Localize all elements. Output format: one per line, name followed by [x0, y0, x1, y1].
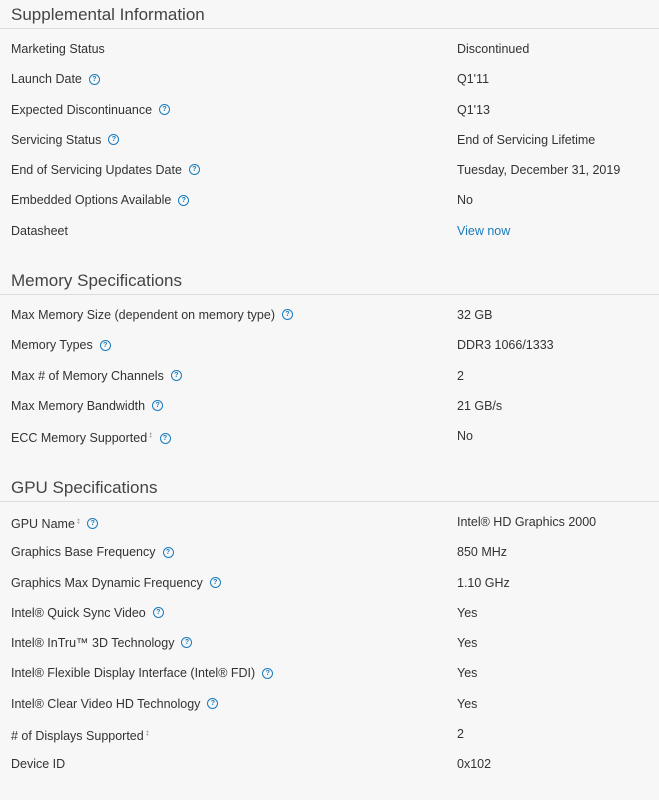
spec-label: Embedded Options Available ? — [11, 185, 189, 215]
section-title: GPU Specifications — [0, 473, 659, 502]
spec-label: Graphics Max Dynamic Frequency ? — [11, 568, 221, 598]
spec-value: Yes — [457, 605, 478, 620]
spec-row — [0, 568, 659, 598]
spec-value: 1.10 GHz — [457, 575, 510, 590]
spec-label: Expected Discontinuance ? — [11, 95, 170, 125]
spec-label: Max # of Memory Channels ? — [11, 361, 182, 391]
spec-row — [0, 361, 659, 391]
help-icon[interactable]: ? — [282, 309, 293, 320]
spec-label: # of Displays Supported ‡ — [11, 729, 150, 744]
help-icon[interactable]: ? — [100, 340, 111, 351]
spec-value: DDR3 1066/1333 — [457, 338, 554, 353]
spec-row — [0, 391, 659, 421]
spec-label: Max Memory Bandwidth ? — [11, 391, 163, 421]
footnote-marker: ‡ — [145, 731, 150, 738]
spec-label: Graphics Base Frequency ? — [11, 537, 174, 567]
spec-value: End of Servicing Lifetime — [457, 132, 596, 147]
spec-row — [0, 628, 659, 658]
spec-row — [0, 155, 659, 185]
spec-label: Intel® Quick Sync Video ? — [11, 598, 164, 628]
spec-row — [0, 125, 659, 155]
spec-row — [0, 507, 659, 537]
spec-value: No — [457, 429, 473, 444]
spec-row — [0, 749, 659, 779]
spec-value: Tuesday, December 31, 2019 — [457, 163, 621, 178]
help-icon[interactable]: ? — [163, 547, 174, 558]
spec-row — [0, 64, 659, 94]
memory-section — [0, 266, 659, 451]
spec-label: Intel® Flexible Display Interface (Intel® FDI) ? — [11, 658, 273, 688]
section-title: Memory Specifications — [0, 266, 659, 295]
help-icon[interactable]: ? — [153, 607, 164, 618]
help-icon[interactable]: ? — [207, 698, 218, 709]
spec-label: Device ID — [11, 757, 66, 772]
spec-value: 32 GB — [457, 308, 493, 322]
help-icon[interactable]: ? — [171, 370, 182, 381]
help-icon[interactable]: ? — [262, 668, 273, 679]
spec-row — [0, 300, 659, 330]
spec-label: GPU Name ‡ ? — [11, 507, 98, 539]
help-icon[interactable]: ? — [152, 400, 163, 411]
spec-value: No — [457, 193, 473, 208]
help-icon[interactable]: ? — [189, 164, 200, 175]
spec-value: Yes — [457, 696, 478, 711]
spec-row — [0, 598, 659, 628]
spec-row — [0, 719, 659, 749]
spec-row — [0, 537, 659, 567]
spec-row — [0, 421, 659, 451]
spec-value: 0x102 — [457, 757, 492, 772]
help-icon[interactable]: ? — [159, 104, 170, 115]
spec-row — [0, 216, 659, 246]
section-title: Supplemental Information — [0, 0, 659, 29]
spec-value: Yes — [457, 636, 478, 651]
help-icon[interactable]: ? — [160, 433, 171, 444]
help-icon[interactable]: ? — [178, 195, 189, 206]
gpu-section — [0, 473, 659, 780]
spec-label: ECC Memory Supported ‡ ? — [11, 421, 171, 453]
spec-value: Q1'11 — [457, 72, 490, 87]
footnote-marker: ‡ — [76, 519, 81, 525]
spec-value: 2 — [457, 368, 464, 383]
help-icon[interactable]: ? — [210, 577, 221, 588]
spec-label: End of Servicing Updates Date ? — [11, 155, 200, 185]
spec-label: Marketing Status — [11, 42, 105, 56]
spec-row — [0, 689, 659, 719]
spec-label: Max Memory Size (dependent on memory type) ? — [11, 300, 293, 330]
spec-value: Q1'13 — [457, 102, 490, 117]
spec-value: 2 — [457, 727, 464, 742]
spec-label: Memory Types ? — [11, 330, 111, 360]
spec-value: 850 MHz — [457, 545, 508, 560]
spec-value: 21 GB/s — [457, 398, 503, 413]
footnote-marker: ‡ — [149, 433, 153, 440]
spec-value: Discontinued — [457, 42, 530, 56]
spec-label: Intel® Clear Video HD Technology ? — [11, 689, 218, 719]
spec-row — [0, 95, 659, 125]
spec-label: Datasheet — [11, 223, 68, 238]
spec-label: Intel® InTru™ 3D Technology ? — [11, 628, 192, 658]
datasheet-link[interactable]: View now — [457, 223, 511, 238]
help-icon[interactable]: ? — [89, 74, 100, 85]
spec-row — [0, 330, 659, 360]
spec-row — [0, 185, 659, 215]
spec-label: Servicing Status ? — [11, 125, 119, 155]
help-icon[interactable]: ? — [108, 134, 119, 145]
help-icon[interactable]: ? — [181, 637, 192, 648]
spec-value: Yes — [457, 666, 478, 681]
spec-row — [0, 34, 659, 64]
help-icon[interactable]: ? — [87, 518, 98, 529]
spec-value: Intel® HD Graphics 2000 — [457, 515, 597, 529]
spec-row — [0, 658, 659, 688]
supplemental-section — [0, 0, 659, 246]
spec-label: Launch Date ? — [11, 64, 100, 94]
